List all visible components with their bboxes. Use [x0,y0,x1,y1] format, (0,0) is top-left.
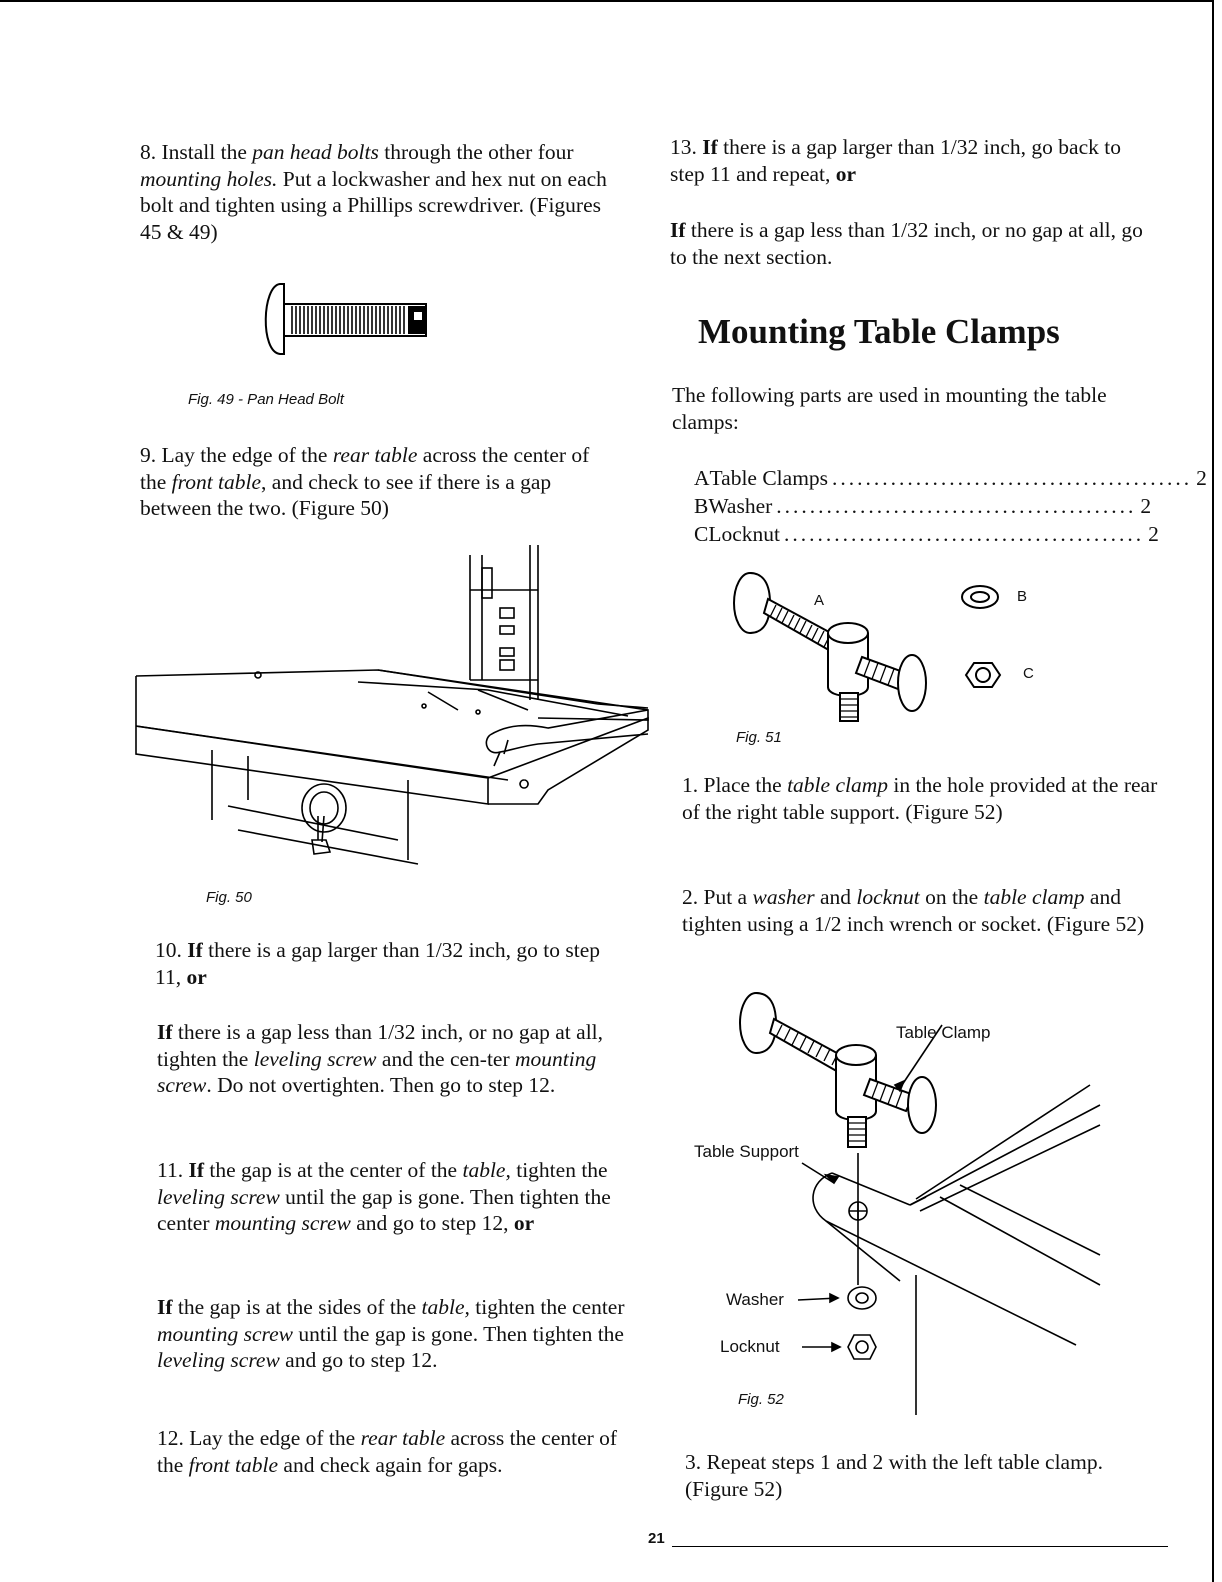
label-table-clamp: Table Clamp [896,1023,991,1042]
step-2-paragraph: 2. Put a washer and locknut on the table clamp and tighten using a 1/2 inch wrench or socket. (Figure 52) [682,885,1145,936]
page-number: 21 [648,1530,665,1547]
label-washer: Washer [726,1290,784,1309]
table-clamp-parts-illustration [730,565,1050,755]
fig-49-caption: Fig. 49 - Pan Head Bolt [188,391,344,408]
step-13b-paragraph: If there is a gap less than 1/32 inch, or no gap at all, go to the next section. [670,218,1143,269]
fig-51-caption: Fig. 51 [736,729,782,746]
step-12-paragraph: 12. Lay the edge of the rear table across the center of the front table and check again for gaps. [157,1426,618,1477]
step-3-paragraph: 3. Repeat steps 1 and 2 with the left table clamp. (Figure 52) [685,1450,1103,1501]
step-10b-paragraph: If there is a gap less than 1/32 inch, or no gap at all, tighten the leveling screw and the cen-ter mounting screw. Do not overtighten. Then go to step 12. [157,1020,604,1097]
fig-51-label-a: A [814,592,825,609]
step-10-paragraph: 10. If there is a gap larger than 1/32 inch, go to step 11, or [155,938,601,989]
step-8-paragraph: 8. Install the pan head bolts through the other four mounting holes. Put a lockwasher and hex nut on each bolt and tighten using a Phillips screwdriver. (Figures 45 & 49) [140,140,607,244]
section-heading: Mounting Table Clamps [698,312,1060,351]
parts-list [694,464,1207,548]
table-gap-check-illustration [128,540,658,880]
fig-51-label-c: C [1023,665,1034,682]
pan-head-bolt-illustration [258,282,438,358]
right-border [1212,0,1214,1582]
label-table-support: Table Support [694,1142,799,1161]
step-11-paragraph: 11. If the gap is at the center of the table, tighten the leveling screw until the gap is gone. Then tighten the center mounting screw and go to step 12, or [157,1158,611,1235]
parts-list-item: C Locknut ........................................... 2 [694,522,1159,546]
parts-intro: The following parts are used in mounting the table clamps: [672,383,1107,434]
fig-51-label-b: B [1017,588,1028,605]
footer-rule [672,1546,1168,1547]
fig-50-caption: Fig. 50 [206,889,252,906]
parts-list-item: B Washer ........................................... 2 [694,494,1152,518]
step-1-paragraph: 1. Place the table clamp in the hole provided at the rear of the right table support. (Figure 52) [682,773,1158,824]
fig-52-caption: Fig. 52 [738,1391,784,1408]
parts-list-item: A Table Clamps ........................................... 2 [694,466,1207,490]
top-border [0,0,1212,2]
label-locknut: Locknut [720,1337,780,1356]
step-11b-paragraph: If the gap is at the sides of the table, tighten the center mounting screw until the gap is gone. Then tighten the leveling screw and go to step 12. [157,1295,625,1372]
step-13-paragraph: 13. If there is a gap larger than 1/32 inch, go back to step 11 and repeat, or [670,135,1121,186]
step-9-paragraph: 9. Lay the edge of the rear table across the center of the front table, and check to see if there is a gap between the two. (Figure 50) [140,443,590,520]
